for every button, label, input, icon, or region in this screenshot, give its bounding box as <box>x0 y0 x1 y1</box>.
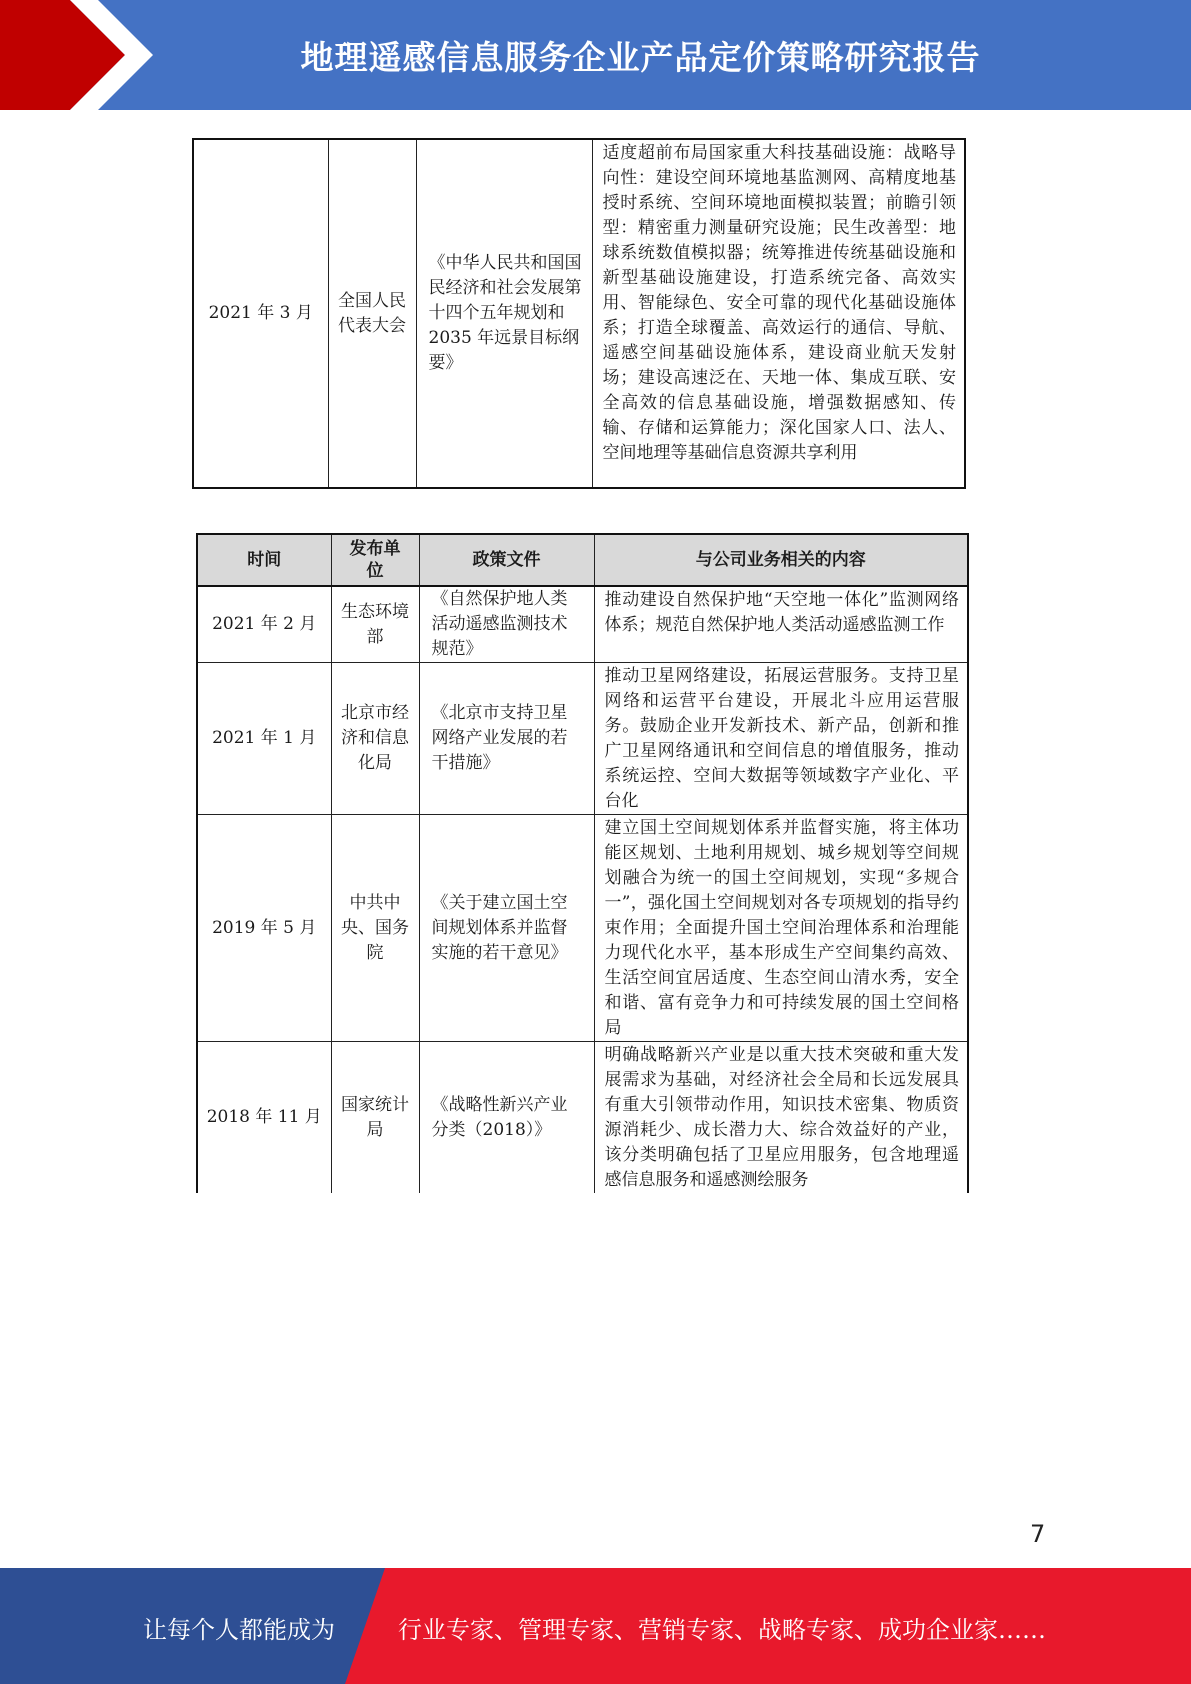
page-footer <box>0 1568 1191 1684</box>
cell-unit: 生态环境部 <box>331 586 419 663</box>
cell-time: 2021 年 2 月 <box>197 586 331 663</box>
cell-time: 2019 年 5 月 <box>197 815 331 1042</box>
header-document: 政策文件 <box>419 534 594 586</box>
cell-document: 《中华人民共和国国民经济和社会发展第十四个五年规划和 2035 年远景目标纲要》 <box>416 139 592 488</box>
page-header <box>0 0 1191 110</box>
cell-time: 2021 年 1 月 <box>197 663 331 815</box>
header-time: 时间 <box>197 534 331 586</box>
cell-unit: 中共中央、国务院 <box>331 815 419 1042</box>
table-row <box>197 586 968 663</box>
cell-document: 《北京市支持卫星网络产业发展的若干措施》 <box>419 663 594 815</box>
cell-document: 《自然保护地人类活动遥感监测技术规范》 <box>419 586 594 663</box>
cell-time: 2018 年 11 月 <box>197 1042 331 1194</box>
page-number: 7 <box>1030 1520 1046 1548</box>
footer-slogan-left: 让每个人都能成为 <box>143 1616 335 1644</box>
cell-unit: 北京市经济和信息化局 <box>331 663 419 815</box>
policy-table-continued <box>192 138 966 489</box>
cell-document: 《关于建立国土空间规划体系并监督实施的若干意见》 <box>419 815 594 1042</box>
cell-document: 《战略性新兴产业分类（2018）》 <box>419 1042 594 1194</box>
cell-time: 2021 年 3 月 <box>193 139 328 488</box>
table-row <box>197 1042 968 1194</box>
table-row <box>193 139 965 488</box>
cell-content: 推动卫星网络建设，拓展运营服务。支持卫星网络和运营平台建设，开展北斗应用运营服务。鼓励企业开发新技术、新产品，创新和推广卫星网络通讯和空间信息的增值服务，推动系统运控、空间大数据等领域数字产业化、平台化 <box>594 663 968 815</box>
header-unit: 发布单位 <box>331 534 419 586</box>
cell-content: 明确战略新兴产业是以重大技术突破和重大发展需求为基础，对经济社会全局和长远发展具有重大引领带动作用，知识技术密集、物质资源消耗少、成长潜力大、综合效益好的产业，该分类明确包括了卫星应用服务，包含地理遥感信息服务和遥感测绘服务 <box>594 1042 968 1194</box>
report-title: 地理遥感信息服务企业产品定价策略研究报告 <box>300 37 981 77</box>
footer-slogan-right: 行业专家、管理专家、营销专家、战略专家、成功企业家…… <box>398 1616 1046 1644</box>
cell-unit: 国家统计局 <box>331 1042 419 1194</box>
header-content: 与公司业务相关的内容 <box>594 534 968 586</box>
cell-content: 建立国土空间规划体系并监督实施，将主体功能区规划、土地利用规划、城乡规划等空间规划融合为统一的国土空间规划，实现“多规合一”，强化国土空间规划对各专项规划的指导约束作用；全面提升国土空间治理体系和治理能力现代化水平，基本形成生产空间集约高效、生活空间宜居适度、生态空间山清水秀，安全和谐、富有竞争力和可持续发展的国土空间格局 <box>594 815 968 1042</box>
table-row <box>197 815 968 1042</box>
table-row <box>197 663 968 815</box>
cell-content: 适度超前布局国家重大科技基础设施：战略导向性：建设空间环境地基监测网、高精度地基授时系统、空间环境地面模拟装置；前瞻引领型：精密重力测量研究设施；民生改善型：地球系统数值模拟器；统筹推进传统基础设施和新型基础设施建设，打造系统完备、高效实用、智能绿色、安全可靠的现代化基础设施体系；打造全球覆盖、高效运行的通信、导航、遥感空间基础设施体系，建设商业航天发射场；建设高速泛在、天地一体、集成互联、安全高效的信息基础设施，增强数据感知、传输、存储和运算能力；深化国家人口、法人、空间地理等基础信息资源共享利用 <box>592 139 965 488</box>
policy-table <box>196 533 969 1193</box>
cell-unit: 全国人民代表大会 <box>328 139 416 488</box>
table-header-row <box>197 534 968 586</box>
cell-content: 推动建设自然保护地“天空地一体化”监测网络体系；规范自然保护地人类活动遥感监测工作 <box>594 586 968 663</box>
